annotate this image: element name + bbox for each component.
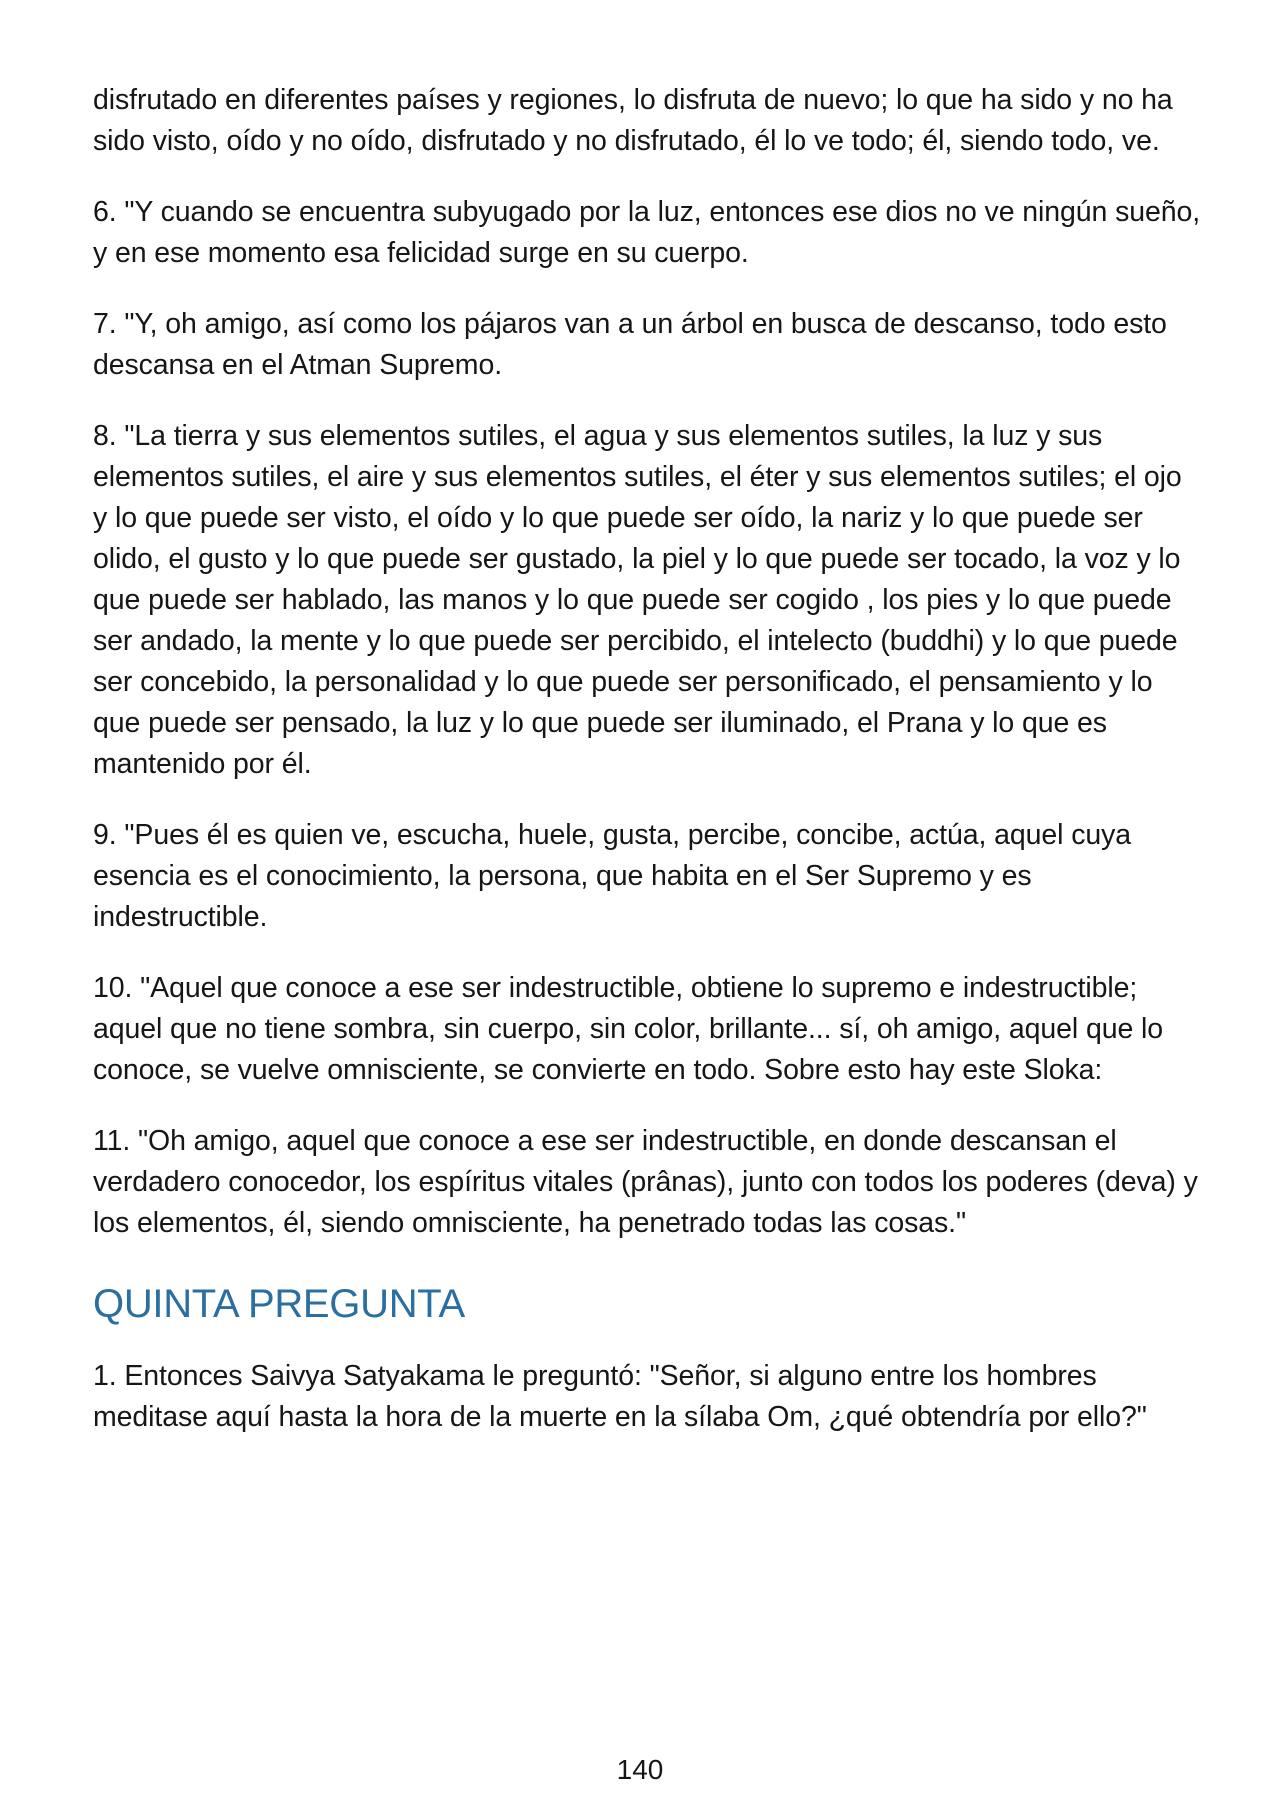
page-body [93,80,1203,1468]
paragraph-continuation: disfrutado en diferentes países y regiones, lo disfruta de nuevo; lo que ha sido y no ha sido visto, oído y no oído, disfrutado y no disfrutado, él lo ve todo; él, siendo todo, ve. [93,84,1173,157]
paragraph-verse-6: 6. "Y cuando se encuentra subyugado por la luz, entonces ese dios no ve ningún sueño, y en ese momento esa felicidad surge en su cuerpo. [93,196,1201,269]
section-heading: QUINTA PREGUNTA [93,1282,465,1326]
paragraph-verse-11: 11. "Oh amigo, aquel que conoce a ese ser indestructible, en donde descansan el verdadero conocedor, los espíritus vitales (prânas), junto con todos los poderes (deva) y los elementos, él, siendo omnisciente, ha penetrado todas las cosas." [93,1125,1198,1239]
paragraph-question-1: 1. Entonces Saivya Satyakama le preguntó: "Señor, si alguno entre los hombres meditase aquí hasta la hora de la muerte en la sílaba Om, ¿qué obtendría por ello?" [93,1360,1147,1433]
page-number: 140 [616,1754,664,1785]
paragraph-verse-10: 10. "Aquel que conoce a ese ser indestructible, obtiene lo supremo e indestructible; aquel que no tiene sombra, sin cuerpo, sin color, brillante... sí, oh amigo, aquel que lo conoce, se vuelve omnisciente, se convierte en todo. Sobre esto hay este Sloka: [93,972,1164,1086]
paragraph-verse-9: 9. "Pues él es quien ve, escucha, huele, gusta, percibe, concibe, actúa, aquel cuya esencia es el conocimiento, la persona, que habita en el Ser Supremo y es indestructible. [93,819,1131,933]
paragraph-verse-7: 7. "Y, oh amigo, así como los pájaros van a un árbol en busca de descanso, todo esto descansa en el Atman Supremo. [93,308,1167,381]
paragraph-verse-8: 8. "La tierra y sus elementos sutiles, el agua y sus elementos sutiles, la luz y sus elementos sutiles, el aire y sus elementos sutiles, el éter y sus elementos sutiles; el ojo y lo que puede ser visto, el oído y lo que puede ser oído, la nariz y lo que puede ser olido, el gusto y lo que puede ser gustado, la piel y lo que puede ser tocado, la voz y lo que puede ser hablado, las manos y lo que puede ser cogido , los pies y lo que puede ser andado, la mente y lo que puede ser percibido, el intelecto (buddhi) y lo que puede ser concebido, la personalidad y lo que puede ser personificado, el pensamiento y lo que puede ser pensado, la luz y lo que puede ser iluminado, el Prana y lo que es mantenido por él. [93,420,1182,780]
